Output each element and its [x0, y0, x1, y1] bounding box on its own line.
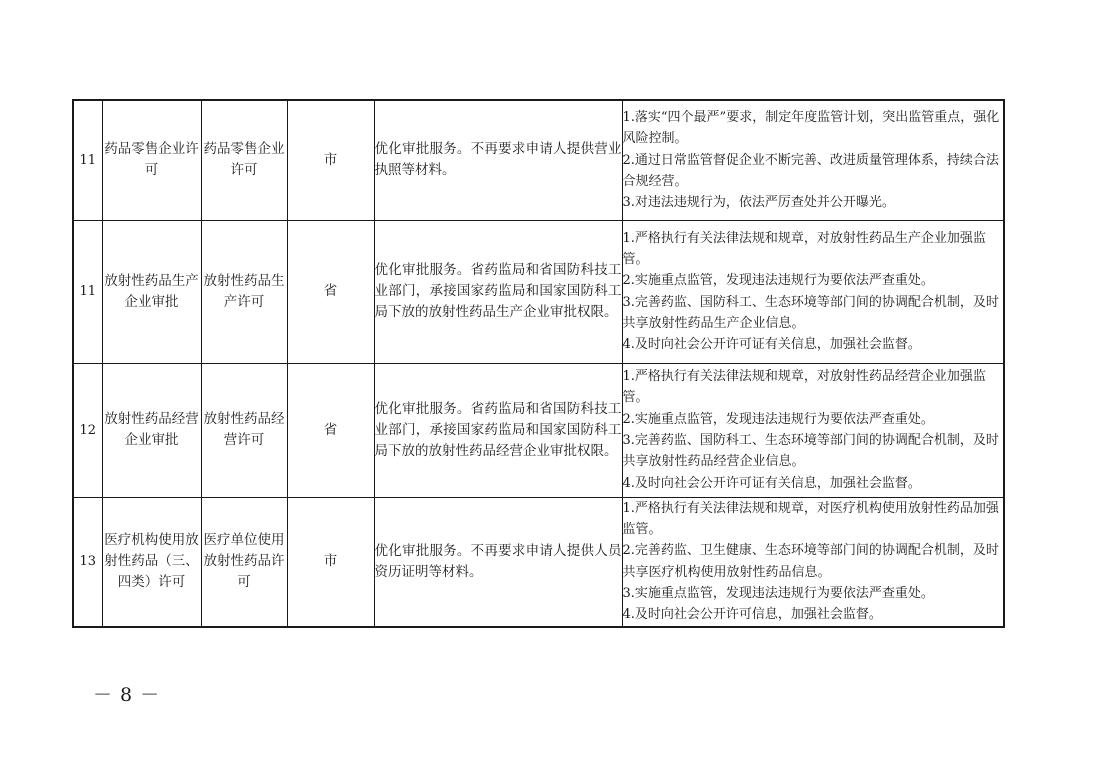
reform-method: 优化审批服务。不再要求申请人提供营业执照等材料。 — [374, 100, 622, 220]
item-name: 药品零售企业许可 — [102, 100, 201, 220]
permit-reform-table — [72, 99, 1005, 628]
permit-document: 放射性药品生产许可 — [201, 220, 287, 363]
measure-item: 2.通过日常监管督促企业不断完善、改进质量管理体系，持续合法合规经营。 — [622, 152, 999, 189]
table-row — [73, 220, 1004, 363]
table-row — [73, 363, 1004, 497]
reform-method: 优化审批服务。省药监局和省国防科技工业部门，承接国家药监局和国家国防科工局下放的放射性药品经营企业审批权限。 — [374, 363, 622, 497]
measure-item: 1.落实“四个最严”要求，制定年度监管计划，突出监管重点，强化风险控制。 — [622, 110, 1000, 147]
item-name: 放射性药品经营企业审批 — [102, 363, 201, 497]
measure-item: 2.实施重点监管，发现违法违规行为要依法严查重处。 — [622, 411, 934, 427]
measure-item: 3.对违法违规行为，依法严厉查处并公开曝光。 — [622, 195, 895, 211]
approval-level: 市 — [287, 100, 374, 220]
supervision-measures — [622, 220, 1004, 363]
measure-item: 2.实施重点监管，发现违法违规行为要依法严查重处。 — [622, 273, 934, 289]
page-number: － 8 － — [93, 684, 161, 706]
table-row — [73, 497, 1004, 627]
measure-item: 1.严格执行有关法律法规和规章，对放射性药品生产企业加强监管。 — [622, 230, 986, 267]
reform-method: 优化审批服务。省药监局和省国防科技工业部门，承接国家药监局和国家国防科工局下放的放射性药品生产企业审批权限。 — [374, 220, 622, 363]
item-name: 医疗机构使用放射性药品（三、四类）许可 — [102, 497, 201, 627]
measure-item: 3.实施重点监管，发现违法违规行为要依法严查重处。 — [622, 586, 934, 602]
measure-item: 3.完善药监、国防科工、生态环境等部门间的协调配合机制，及时共享放射性药品经营企业信息。 — [622, 433, 999, 470]
measure-item: 3.完善药监、国防科工、生态环境等部门间的协调配合机制，及时共享放射性药品生产企业信息。 — [622, 294, 999, 331]
item-number: 12 — [73, 363, 102, 497]
measure-item: 2.完善药监、卫生健康、生态环境等部门间的协调配合机制，及时共享医疗机构使用放射性药品信息。 — [622, 543, 999, 580]
approval-level: 省 — [287, 220, 374, 363]
supervision-measures — [622, 363, 1004, 497]
measure-item: 1.严格执行有关法律法规和规章，对放射性药品经营企业加强监管。 — [622, 369, 986, 406]
measure-item: 4.及时向社会公开许可信息，加强社会监督。 — [622, 607, 882, 623]
reform-method: 优化审批服务。不再要求申请人提供人员资历证明等材料。 — [374, 497, 622, 627]
permit-document: 药品零售企业许可 — [201, 100, 287, 220]
item-number: 11 — [73, 220, 102, 363]
table-row — [73, 100, 1004, 220]
supervision-measures — [622, 100, 1004, 220]
approval-level: 市 — [287, 497, 374, 627]
item-name: 放射性药品生产企业审批 — [102, 220, 201, 363]
measure-item: 4.及时向社会公开许可证有关信息，加强社会监督。 — [622, 337, 921, 353]
item-number: 11 — [73, 100, 102, 220]
supervision-measures — [622, 497, 1004, 627]
item-number: 13 — [73, 497, 102, 627]
permit-document: 放射性药品经营许可 — [201, 363, 287, 497]
permit-document: 医疗单位使用放射性药品许可 — [201, 497, 287, 627]
measure-item: 1.严格执行有关法律法规和规章，对医疗机构使用放射性药品加强监管。 — [622, 500, 999, 538]
measure-item: 4.及时向社会公开许可证有关信息，加强社会监督。 — [622, 475, 921, 491]
approval-level: 省 — [287, 363, 374, 497]
